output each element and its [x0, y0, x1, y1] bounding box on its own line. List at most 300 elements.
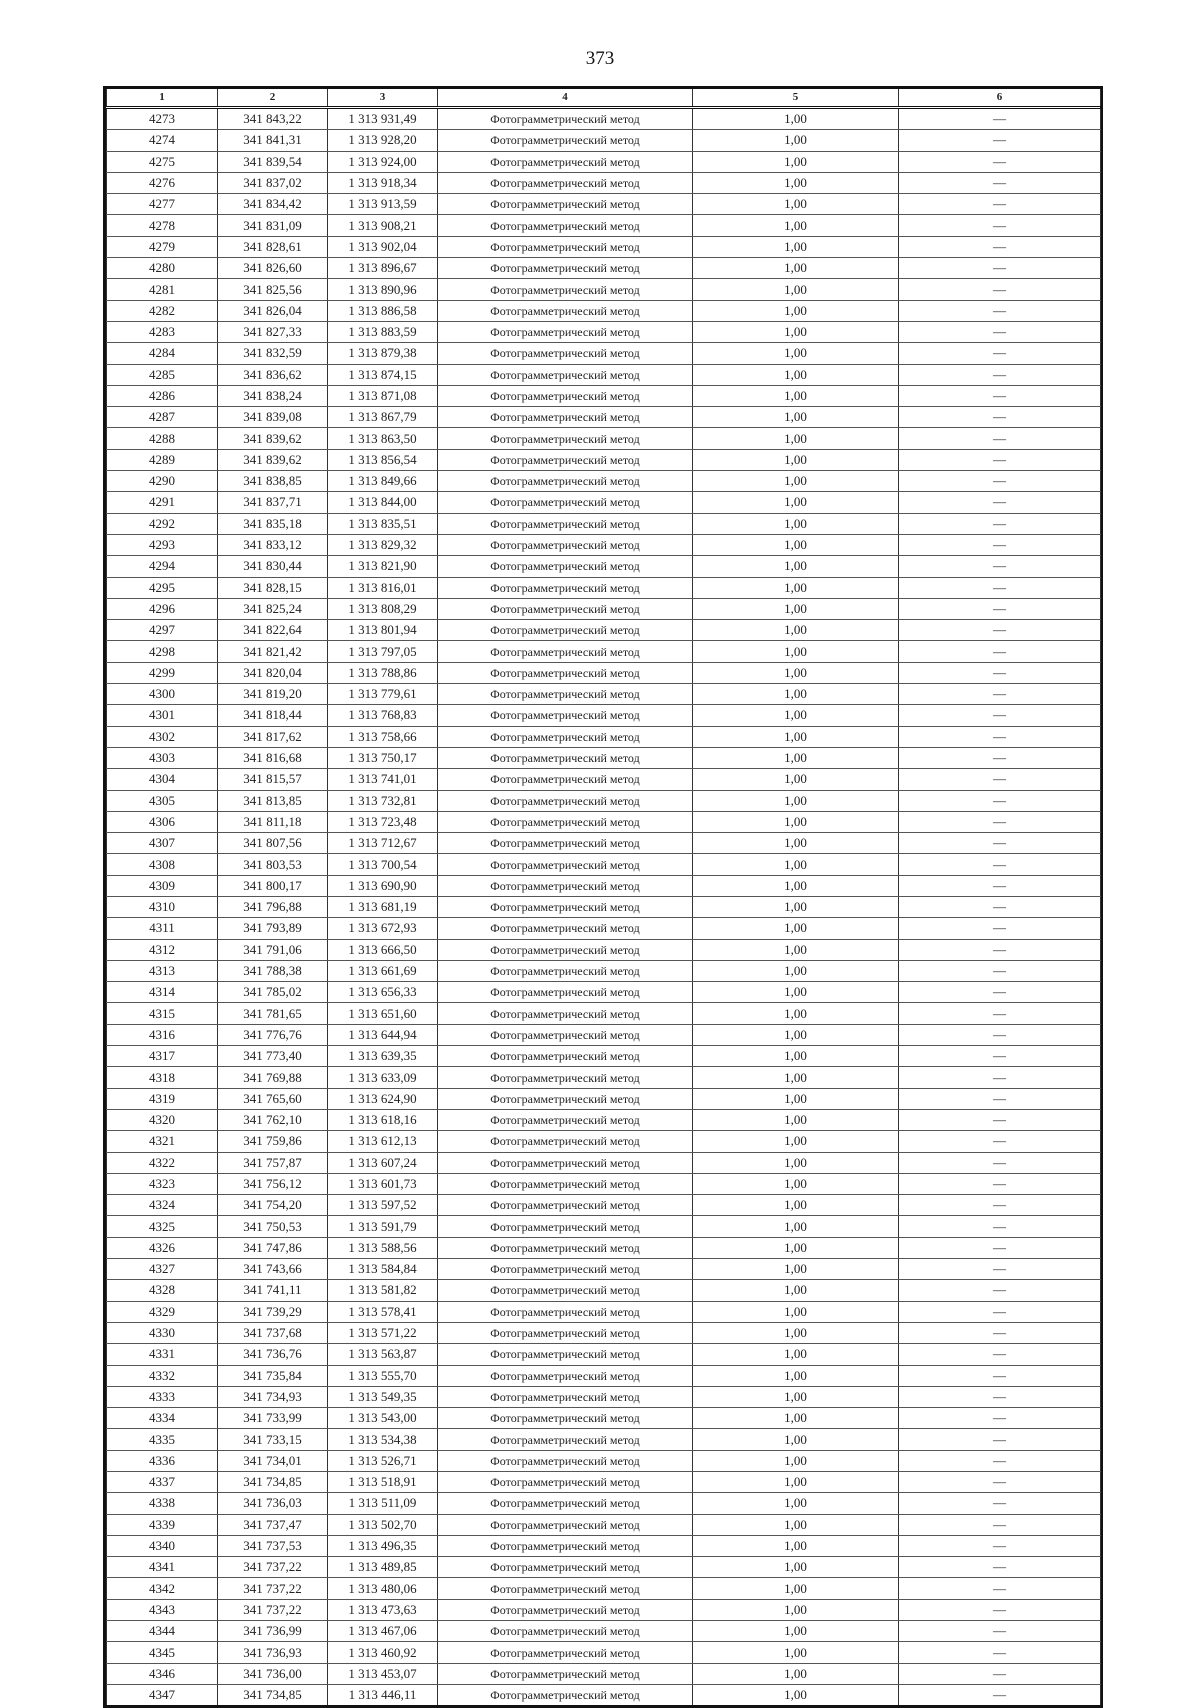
table-row: [107, 939, 1101, 960]
point-number-cell: 4317: [107, 1046, 218, 1067]
table-row: [107, 705, 1101, 726]
x-coordinate-cell: 341 828,61: [218, 236, 328, 257]
accuracy-cell: 1,00: [693, 1599, 899, 1620]
x-coordinate-cell: 341 811,18: [218, 811, 328, 832]
y-coordinate-cell: 1 313 896,67: [328, 258, 438, 279]
table-row: [107, 1322, 1101, 1343]
point-number-cell: 4344: [107, 1621, 218, 1642]
table-row: [107, 1578, 1101, 1599]
table-row: [107, 1621, 1101, 1642]
point-number-cell: 4284: [107, 343, 218, 364]
y-coordinate-cell: 1 313 856,54: [328, 449, 438, 470]
method-cell: Фотограмметрический метод: [438, 641, 693, 662]
table-row: [107, 1599, 1101, 1620]
method-cell: Фотограмметрический метод: [438, 215, 693, 236]
y-coordinate-cell: 1 313 797,05: [328, 641, 438, 662]
accuracy-cell: 1,00: [693, 1259, 899, 1280]
x-coordinate-cell: 341 747,86: [218, 1237, 328, 1258]
point-number-cell: 4314: [107, 982, 218, 1003]
method-cell: Фотограмметрический метод: [438, 896, 693, 917]
note-cell: —: [899, 449, 1101, 470]
y-coordinate-cell: 1 313 816,01: [328, 577, 438, 598]
x-coordinate-cell: 341 769,88: [218, 1067, 328, 1088]
x-coordinate-cell: 341 788,38: [218, 960, 328, 981]
accuracy-cell: 1,00: [693, 1301, 899, 1322]
note-cell: —: [899, 513, 1101, 534]
y-coordinate-cell: 1 313 618,16: [328, 1109, 438, 1130]
accuracy-cell: 1,00: [693, 1408, 899, 1429]
y-coordinate-cell: 1 313 788,86: [328, 662, 438, 683]
accuracy-cell: 1,00: [693, 321, 899, 342]
method-cell: Фотограмметрический метод: [438, 1216, 693, 1237]
y-coordinate-cell: 1 313 591,79: [328, 1216, 438, 1237]
x-coordinate-cell: 341 839,08: [218, 407, 328, 428]
method-cell: Фотограмметрический метод: [438, 1109, 693, 1130]
y-coordinate-cell: 1 313 555,70: [328, 1365, 438, 1386]
x-coordinate-cell: 341 830,44: [218, 556, 328, 577]
accuracy-cell: 1,00: [693, 833, 899, 854]
note-cell: —: [899, 1173, 1101, 1194]
point-number-cell: 4347: [107, 1684, 218, 1705]
x-coordinate-cell: 341 837,02: [218, 172, 328, 193]
method-cell: Фотограмметрический метод: [438, 1578, 693, 1599]
method-cell: Фотограмметрический метод: [438, 1280, 693, 1301]
x-coordinate-cell: 341 736,93: [218, 1642, 328, 1663]
y-coordinate-cell: 1 313 871,08: [328, 385, 438, 406]
accuracy-cell: 1,00: [693, 1535, 899, 1556]
accuracy-cell: 1,00: [693, 1216, 899, 1237]
y-coordinate-cell: 1 313 758,66: [328, 726, 438, 747]
accuracy-cell: 1,00: [693, 300, 899, 321]
accuracy-cell: 1,00: [693, 1493, 899, 1514]
y-coordinate-cell: 1 313 835,51: [328, 513, 438, 534]
method-cell: Фотограмметрический метод: [438, 428, 693, 449]
note-cell: —: [899, 1003, 1101, 1024]
point-number-cell: 4311: [107, 918, 218, 939]
x-coordinate-cell: 341 807,56: [218, 833, 328, 854]
point-number-cell: 4309: [107, 875, 218, 896]
note-cell: —: [899, 1429, 1101, 1450]
accuracy-cell: 1,00: [693, 960, 899, 981]
method-cell: Фотограмметрический метод: [438, 1663, 693, 1684]
table-row: [107, 151, 1101, 172]
point-number-cell: 4346: [107, 1663, 218, 1684]
y-coordinate-cell: 1 313 473,63: [328, 1599, 438, 1620]
table-row: [107, 577, 1101, 598]
accuracy-cell: 1,00: [693, 1642, 899, 1663]
point-number-cell: 4305: [107, 790, 218, 811]
y-coordinate-cell: 1 313 666,50: [328, 939, 438, 960]
note-cell: —: [899, 939, 1101, 960]
method-cell: Фотограмметрический метод: [438, 1024, 693, 1045]
method-cell: Фотограмметрический метод: [438, 1067, 693, 1088]
note-cell: —: [899, 1280, 1101, 1301]
x-coordinate-cell: 341 817,62: [218, 726, 328, 747]
accuracy-cell: 1,00: [693, 939, 899, 960]
y-coordinate-cell: 1 313 924,00: [328, 151, 438, 172]
y-coordinate-cell: 1 313 886,58: [328, 300, 438, 321]
note-cell: —: [899, 982, 1101, 1003]
accuracy-cell: 1,00: [693, 279, 899, 300]
x-coordinate-cell: 341 743,66: [218, 1259, 328, 1280]
point-number-cell: 4341: [107, 1557, 218, 1578]
y-coordinate-cell: 1 313 672,93: [328, 918, 438, 939]
method-cell: Фотограмметрический метод: [438, 258, 693, 279]
note-cell: —: [899, 1684, 1101, 1705]
point-number-cell: 4310: [107, 896, 218, 917]
x-coordinate-cell: 341 835,18: [218, 513, 328, 534]
method-cell: Фотограмметрический метод: [438, 1514, 693, 1535]
accuracy-cell: 1,00: [693, 1003, 899, 1024]
y-coordinate-cell: 1 313 597,52: [328, 1195, 438, 1216]
note-cell: —: [899, 641, 1101, 662]
accuracy-cell: 1,00: [693, 598, 899, 619]
point-number-cell: 4296: [107, 598, 218, 619]
table-row: [107, 598, 1101, 619]
y-coordinate-cell: 1 313 639,35: [328, 1046, 438, 1067]
point-number-cell: 4330: [107, 1322, 218, 1343]
y-coordinate-cell: 1 313 918,34: [328, 172, 438, 193]
table-row: [107, 1386, 1101, 1407]
x-coordinate-cell: 341 793,89: [218, 918, 328, 939]
table-row: [107, 428, 1101, 449]
x-coordinate-cell: 341 838,85: [218, 471, 328, 492]
point-number-cell: 4325: [107, 1216, 218, 1237]
accuracy-cell: 1,00: [693, 1450, 899, 1471]
point-number-cell: 4289: [107, 449, 218, 470]
y-coordinate-cell: 1 313 844,00: [328, 492, 438, 513]
accuracy-cell: 1,00: [693, 1280, 899, 1301]
point-number-cell: 4278: [107, 215, 218, 236]
method-cell: Фотограмметрический метод: [438, 364, 693, 385]
point-number-cell: 4332: [107, 1365, 218, 1386]
method-cell: Фотограмметрический метод: [438, 236, 693, 257]
note-cell: —: [899, 1535, 1101, 1556]
point-number-cell: 4298: [107, 641, 218, 662]
x-coordinate-cell: 341 737,68: [218, 1322, 328, 1343]
point-number-cell: 4295: [107, 577, 218, 598]
method-cell: Фотограмметрический метод: [438, 769, 693, 790]
method-cell: Фотограмметрический метод: [438, 684, 693, 705]
point-number-cell: 4291: [107, 492, 218, 513]
table-row: [107, 449, 1101, 470]
note-cell: —: [899, 1322, 1101, 1343]
table-row: [107, 1450, 1101, 1471]
note-cell: —: [899, 1386, 1101, 1407]
y-coordinate-cell: 1 313 681,19: [328, 896, 438, 917]
accuracy-cell: 1,00: [693, 556, 899, 577]
note-cell: —: [899, 662, 1101, 683]
y-coordinate-cell: 1 313 750,17: [328, 747, 438, 768]
table-row: [107, 747, 1101, 768]
table-row: [107, 108, 1101, 130]
x-coordinate-cell: 341 825,56: [218, 279, 328, 300]
column-header-2: 2: [218, 89, 328, 108]
x-coordinate-cell: 341 825,24: [218, 598, 328, 619]
method-cell: Фотограмметрический метод: [438, 534, 693, 555]
point-number-cell: 4321: [107, 1131, 218, 1152]
method-cell: Фотограмметрический метод: [438, 982, 693, 1003]
note-cell: —: [899, 279, 1101, 300]
table-row: [107, 1642, 1101, 1663]
y-coordinate-cell: 1 313 902,04: [328, 236, 438, 257]
note-cell: —: [899, 1344, 1101, 1365]
method-cell: Фотограмметрический метод: [438, 1003, 693, 1024]
y-coordinate-cell: 1 313 549,35: [328, 1386, 438, 1407]
table-row: [107, 130, 1101, 151]
note-cell: —: [899, 705, 1101, 726]
method-cell: Фотограмметрический метод: [438, 321, 693, 342]
note-cell: —: [899, 918, 1101, 939]
note-cell: —: [899, 875, 1101, 896]
table-row: [107, 364, 1101, 385]
table-row: [107, 726, 1101, 747]
method-cell: Фотограмметрический метод: [438, 343, 693, 364]
note-cell: —: [899, 1195, 1101, 1216]
x-coordinate-cell: 341 841,31: [218, 130, 328, 151]
method-cell: Фотограмметрический метод: [438, 194, 693, 215]
note-cell: —: [899, 1109, 1101, 1130]
accuracy-cell: 1,00: [693, 108, 899, 130]
method-cell: Фотограмметрический метод: [438, 1408, 693, 1429]
table-row: [107, 172, 1101, 193]
method-cell: Фотограмметрический метод: [438, 1621, 693, 1642]
accuracy-cell: 1,00: [693, 1024, 899, 1045]
x-coordinate-cell: 341 781,65: [218, 1003, 328, 1024]
method-cell: Фотограмметрический метод: [438, 300, 693, 321]
point-number-cell: 4274: [107, 130, 218, 151]
x-coordinate-cell: 341 736,76: [218, 1344, 328, 1365]
table-row: [107, 1088, 1101, 1109]
y-coordinate-cell: 1 313 874,15: [328, 364, 438, 385]
point-number-cell: 4343: [107, 1599, 218, 1620]
column-header-4: 4: [438, 89, 693, 108]
y-coordinate-cell: 1 313 808,29: [328, 598, 438, 619]
x-coordinate-cell: 341 762,10: [218, 1109, 328, 1130]
table-row: [107, 1152, 1101, 1173]
y-coordinate-cell: 1 313 446,11: [328, 1684, 438, 1705]
method-cell: Фотограмметрический метод: [438, 449, 693, 470]
point-number-cell: 4281: [107, 279, 218, 300]
point-number-cell: 4326: [107, 1237, 218, 1258]
y-coordinate-cell: 1 313 931,49: [328, 108, 438, 130]
accuracy-cell: 1,00: [693, 1109, 899, 1130]
accuracy-cell: 1,00: [693, 449, 899, 470]
x-coordinate-cell: 341 733,99: [218, 1408, 328, 1429]
point-number-cell: 4288: [107, 428, 218, 449]
method-cell: Фотограмметрический метод: [438, 1152, 693, 1173]
page-number: 373: [585, 48, 615, 69]
accuracy-cell: 1,00: [693, 1322, 899, 1343]
accuracy-cell: 1,00: [693, 513, 899, 534]
x-coordinate-cell: 341 820,04: [218, 662, 328, 683]
x-coordinate-cell: 341 818,44: [218, 705, 328, 726]
y-coordinate-cell: 1 313 712,67: [328, 833, 438, 854]
y-coordinate-cell: 1 313 607,24: [328, 1152, 438, 1173]
note-cell: —: [899, 236, 1101, 257]
table-body: [107, 108, 1101, 1706]
table-row: [107, 1514, 1101, 1535]
x-coordinate-cell: 341 839,62: [218, 428, 328, 449]
table-row: [107, 1365, 1101, 1386]
accuracy-cell: 1,00: [693, 577, 899, 598]
table-row: [107, 1472, 1101, 1493]
accuracy-cell: 1,00: [693, 1152, 899, 1173]
accuracy-cell: 1,00: [693, 1386, 899, 1407]
accuracy-cell: 1,00: [693, 1514, 899, 1535]
y-coordinate-cell: 1 313 741,01: [328, 769, 438, 790]
point-number-cell: 4313: [107, 960, 218, 981]
note-cell: —: [899, 300, 1101, 321]
note-cell: —: [899, 1237, 1101, 1258]
method-cell: Фотограмметрический метод: [438, 726, 693, 747]
note-cell: —: [899, 620, 1101, 641]
column-header-5: 5: [693, 89, 899, 108]
table-row: [107, 662, 1101, 683]
table-row: [107, 811, 1101, 832]
x-coordinate-cell: 341 803,53: [218, 854, 328, 875]
method-cell: Фотограмметрический метод: [438, 1684, 693, 1705]
method-cell: Фотограмметрический метод: [438, 556, 693, 577]
method-cell: Фотограмметрический метод: [438, 1322, 693, 1343]
method-cell: Фотограмметрический метод: [438, 598, 693, 619]
x-coordinate-cell: 341 737,53: [218, 1535, 328, 1556]
table-row: [107, 1237, 1101, 1258]
method-cell: Фотограмметрический метод: [438, 1535, 693, 1556]
note-cell: —: [899, 471, 1101, 492]
accuracy-cell: 1,00: [693, 130, 899, 151]
note-cell: —: [899, 960, 1101, 981]
note-cell: —: [899, 833, 1101, 854]
note-cell: —: [899, 1216, 1101, 1237]
point-number-cell: 4293: [107, 534, 218, 555]
point-number-cell: 4342: [107, 1578, 218, 1599]
x-coordinate-cell: 341 819,20: [218, 684, 328, 705]
accuracy-cell: 1,00: [693, 1429, 899, 1450]
point-number-cell: 4299: [107, 662, 218, 683]
accuracy-cell: 1,00: [693, 1344, 899, 1365]
note-cell: —: [899, 896, 1101, 917]
x-coordinate-cell: 341 828,15: [218, 577, 328, 598]
x-coordinate-cell: 341 734,85: [218, 1472, 328, 1493]
y-coordinate-cell: 1 313 518,91: [328, 1472, 438, 1493]
y-coordinate-cell: 1 313 768,83: [328, 705, 438, 726]
table-row: [107, 321, 1101, 342]
table-row: [107, 1280, 1101, 1301]
accuracy-cell: 1,00: [693, 1237, 899, 1258]
y-coordinate-cell: 1 313 612,13: [328, 1131, 438, 1152]
accuracy-cell: 1,00: [693, 1578, 899, 1599]
accuracy-cell: 1,00: [693, 385, 899, 406]
note-cell: —: [899, 811, 1101, 832]
y-coordinate-cell: 1 313 644,94: [328, 1024, 438, 1045]
y-coordinate-cell: 1 313 467,06: [328, 1621, 438, 1642]
method-cell: Фотограмметрический метод: [438, 172, 693, 193]
accuracy-cell: 1,00: [693, 343, 899, 364]
y-coordinate-cell: 1 313 928,20: [328, 130, 438, 151]
table-row: [107, 1259, 1101, 1280]
x-coordinate-cell: 341 756,12: [218, 1173, 328, 1194]
accuracy-cell: 1,00: [693, 1088, 899, 1109]
point-number-cell: 4340: [107, 1535, 218, 1556]
accuracy-cell: 1,00: [693, 194, 899, 215]
x-coordinate-cell: 341 822,64: [218, 620, 328, 641]
note-cell: —: [899, 1472, 1101, 1493]
table-row: [107, 1067, 1101, 1088]
column-header-6: 6: [899, 89, 1101, 108]
method-cell: Фотограмметрический метод: [438, 1131, 693, 1152]
table-row: [107, 1216, 1101, 1237]
method-cell: Фотограмметрический метод: [438, 279, 693, 300]
accuracy-cell: 1,00: [693, 684, 899, 705]
table-row: [107, 1535, 1101, 1556]
note-cell: —: [899, 1046, 1101, 1067]
accuracy-cell: 1,00: [693, 790, 899, 811]
method-cell: Фотограмметрический метод: [438, 1450, 693, 1471]
note-cell: —: [899, 1301, 1101, 1322]
x-coordinate-cell: 341 736,99: [218, 1621, 328, 1642]
x-coordinate-cell: 341 839,62: [218, 449, 328, 470]
table-row: [107, 1109, 1101, 1130]
point-number-cell: 4287: [107, 407, 218, 428]
y-coordinate-cell: 1 313 502,70: [328, 1514, 438, 1535]
note-cell: —: [899, 1514, 1101, 1535]
method-cell: Фотограмметрический метод: [438, 1599, 693, 1620]
x-coordinate-cell: 341 736,03: [218, 1493, 328, 1514]
accuracy-cell: 1,00: [693, 769, 899, 790]
note-cell: —: [899, 790, 1101, 811]
accuracy-cell: 1,00: [693, 492, 899, 513]
accuracy-cell: 1,00: [693, 662, 899, 683]
column-header-1: 1: [107, 89, 218, 108]
method-cell: Фотограмметрический метод: [438, 385, 693, 406]
table-row: [107, 300, 1101, 321]
x-coordinate-cell: 341 737,22: [218, 1599, 328, 1620]
method-cell: Фотограмметрический метод: [438, 1046, 693, 1067]
table-row: [107, 1429, 1101, 1450]
accuracy-cell: 1,00: [693, 1472, 899, 1493]
y-coordinate-cell: 1 313 890,96: [328, 279, 438, 300]
accuracy-cell: 1,00: [693, 1365, 899, 1386]
table-row: [107, 1131, 1101, 1152]
method-cell: Фотограмметрический метод: [438, 108, 693, 130]
table-row: [107, 960, 1101, 981]
note-cell: —: [899, 1131, 1101, 1152]
note-cell: —: [899, 747, 1101, 768]
y-coordinate-cell: 1 313 563,87: [328, 1344, 438, 1365]
note-cell: —: [899, 428, 1101, 449]
y-coordinate-cell: 1 313 584,84: [328, 1259, 438, 1280]
accuracy-cell: 1,00: [693, 258, 899, 279]
method-cell: Фотограмметрический метод: [438, 662, 693, 683]
note-cell: —: [899, 492, 1101, 513]
method-cell: Фотограмметрический метод: [438, 1429, 693, 1450]
accuracy-cell: 1,00: [693, 726, 899, 747]
point-number-cell: 4328: [107, 1280, 218, 1301]
table-row: [107, 534, 1101, 555]
table-row: [107, 385, 1101, 406]
x-coordinate-cell: 341 737,22: [218, 1578, 328, 1599]
accuracy-cell: 1,00: [693, 215, 899, 236]
note-cell: —: [899, 684, 1101, 705]
point-number-cell: 4335: [107, 1429, 218, 1450]
y-coordinate-cell: 1 313 571,22: [328, 1322, 438, 1343]
point-number-cell: 4307: [107, 833, 218, 854]
point-number-cell: 4273: [107, 108, 218, 130]
y-coordinate-cell: 1 313 779,61: [328, 684, 438, 705]
note-cell: —: [899, 407, 1101, 428]
x-coordinate-cell: 341 791,06: [218, 939, 328, 960]
